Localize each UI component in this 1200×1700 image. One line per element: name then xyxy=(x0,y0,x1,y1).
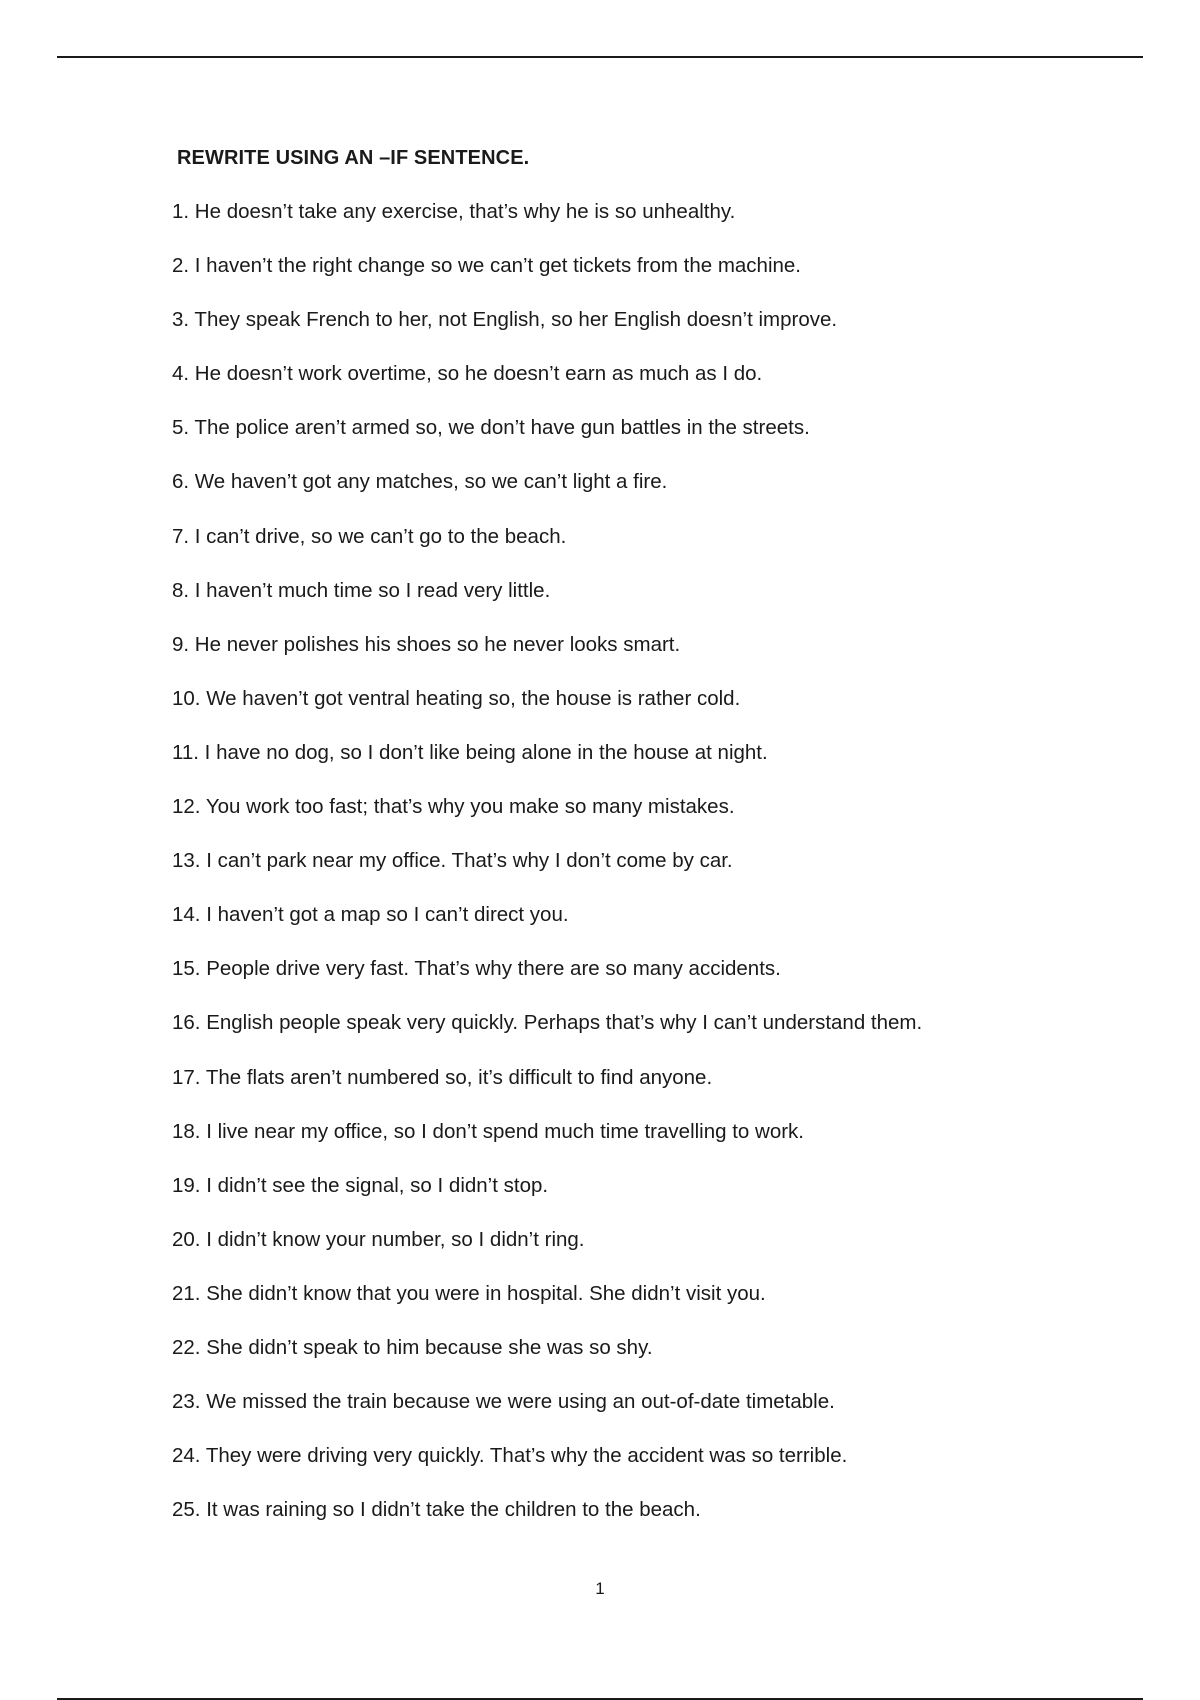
exercise-item: 22. She didn’t speak to him because she was so shy. xyxy=(172,1335,653,1359)
page-number: 1 xyxy=(595,1579,605,1598)
exercise-item: 24. They were driving very quickly. That’s why the accident was so terrible. xyxy=(172,1444,848,1468)
exercise-heading: REWRITE USING AN –IF SENTENCE. xyxy=(177,147,530,169)
exercise-item: 23. We missed the train because we were using an out-of-date timetable. xyxy=(172,1390,835,1414)
exercise-item: 9. He never polishes his shoes so he never looks smart. xyxy=(172,632,681,656)
exercise-item: 3. They speak French to her, not English, so her English doesn’t improve. xyxy=(172,308,838,332)
exercise-item: 6. We haven’t got any matches, so we can’t light a fire. xyxy=(172,470,668,494)
exercise-item: 5. The police aren’t armed so, we don’t have gun battles in the streets. xyxy=(172,416,810,440)
exercise-item: 8. I haven’t much time so I read very little. xyxy=(172,578,551,602)
exercise-item: 12. You work too fast; that’s why you make so many mistakes. xyxy=(172,795,735,819)
exercise-item: 14. I haven’t got a map so I can’t direct you. xyxy=(172,903,569,927)
exercise-item: 7. I can’t drive, so we can’t go to the beach. xyxy=(172,524,567,548)
exercise-item: 16. English people speak very quickly. Perhaps that’s why I can’t understand them. xyxy=(172,1011,923,1035)
exercise-item: 20. I didn’t know your number, so I didn’t ring. xyxy=(172,1227,585,1251)
top-rule xyxy=(57,56,1143,58)
exercise-item: 4. He doesn’t work overtime, so he doesn’t earn as much as I do. xyxy=(172,362,763,386)
exercise-item: 21. She didn’t know that you were in hospital. She didn’t visit you. xyxy=(172,1281,766,1305)
exercise-item: 17. The flats aren’t numbered so, it’s difficult to find anyone. xyxy=(172,1065,713,1089)
exercise-item: 10. We haven’t got ventral heating so, the house is rather cold. xyxy=(172,686,741,710)
exercise-item: 1. He doesn’t take any exercise, that’s why he is so unhealthy. xyxy=(172,200,736,223)
exercise-item: 18. I live near my office, so I don’t spend much time travelling to work. xyxy=(172,1119,804,1143)
exercise-list xyxy=(172,199,922,1551)
exercise-item: 11. I have no dog, so I don’t like being alone in the house at night. xyxy=(172,740,768,764)
exercise-item: 2. I haven’t the right change so we can’t get tickets from the machine. xyxy=(172,254,802,278)
exercise-item: 13. I can’t park near my office. That’s why I don’t come by car. xyxy=(172,849,733,873)
exercise-item: 19. I didn’t see the signal, so I didn’t stop. xyxy=(172,1173,549,1197)
exercise-item: 15. People drive very fast. That’s why there are so many accidents. xyxy=(172,957,781,981)
exercise-item: 25. It was raining so I didn’t take the children to the beach. xyxy=(172,1498,701,1522)
